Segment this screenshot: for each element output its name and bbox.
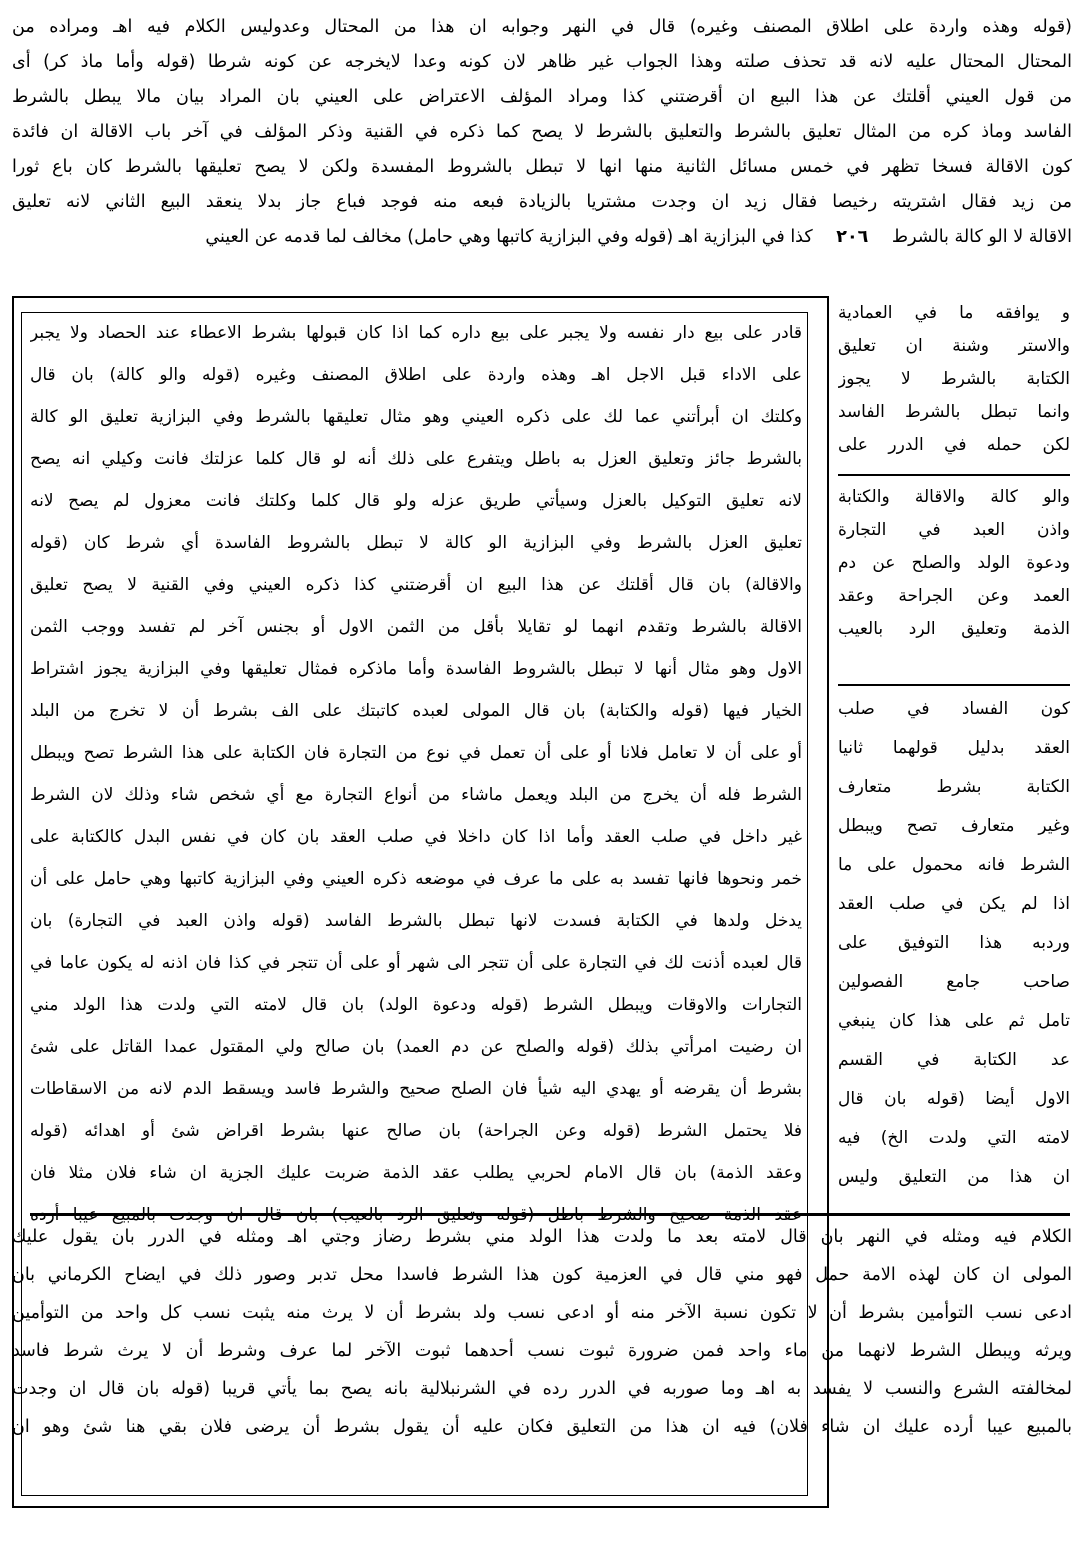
bottom-line-4: ويرثه ويبطل الشرط لانهما من ماء واحد فمن ضرورة ثبوت نسب أحدهما ثبوت الآخر لما عرف وشرط أن لا يرث شرط فاسد bbox=[12, 1341, 1072, 1361]
main-line-17: التجارات والاوقات ويبطل الشرط (قوله ودعوة الولد) بان قال لامته التي ولدت هذا الولد مني bbox=[30, 995, 802, 1015]
side-block3-line-7: وردبه هذا التوفيق على bbox=[838, 933, 1070, 953]
page-number: ٢٠٦ bbox=[836, 227, 869, 247]
side-block2-line-4: العمد وعن الجراحة وعقد bbox=[838, 586, 1070, 606]
side-block3-line-9: تامل ثم على هذا كان ينبغي bbox=[838, 1011, 1070, 1031]
side-block3-line-3: الكتابة بشرط متعارف bbox=[838, 777, 1070, 797]
side-block1-line-1: و يوافقه ما في العمادية bbox=[838, 303, 1070, 323]
side-block3-line-8: صاحب جامع الفصولين bbox=[838, 972, 1070, 992]
bottom-line-3: ادعى نسب التوأمين بشرط أن لا تكون نسبة الآخر منه أو ادعى نسب ولد بشرط أن لا يرث منه يثبت نسب كل واحد من التوأمين bbox=[12, 1303, 1072, 1323]
side-block3-line-6: اذا لم يكن في صلب العقد bbox=[838, 894, 1070, 914]
side-block3-line-13: ان هذا من التعليق وليس bbox=[838, 1167, 1070, 1187]
side-block1-line-5: لكن حمله في الدرر على bbox=[838, 435, 1070, 455]
main-line-13: غير داخل في صلب العقد وأما اذا كان داخلا في صلب العقد بان كان في نفس البدل كالكتابة على bbox=[30, 827, 802, 847]
side-block3-line-2: العقد بدليل قولهما ثانيا bbox=[838, 738, 1070, 758]
main-line-8: الاقالة بالشرط وتقدم انهما لو تقايلا بأقل من الثمن الاول أو بجنس آخر لم تفسد ووجب الثمن bbox=[30, 617, 802, 637]
top-line-5: كون الاقالة فسخا تظهر في خمس مسائل الثانية منها انها لا تبطل بالشروط المفسدة ولكن لا يصح تعليقها بالشرط كان باع ثورا bbox=[12, 157, 1072, 177]
side-divider-2 bbox=[838, 684, 1070, 686]
side-block3-line-1: كون الفساد في صلب bbox=[838, 699, 1070, 719]
side-divider-1 bbox=[838, 474, 1070, 476]
side-block2-line-1: والو كالة والاقالة والكتابة bbox=[838, 487, 1070, 507]
bottom-line-5: لمخالفته الشرع والنسب لا يفسد به اهـ وما صوربه في الدرر رده في الشرنبلالية بانه يصح بما يأتي قريبا (قوله بان قال ان وجدت bbox=[12, 1379, 1072, 1399]
side-block2-line-3: ودعوة الولد والصلح عن دم bbox=[838, 553, 1070, 573]
main-line-21: وعقد الذمة) بان قال الامام لحربي يطلب عقد الذمة ضربت عليك الجزية ان شاء فلان مثلا فان bbox=[30, 1163, 802, 1183]
side-block2-line-2: واذن العبد في التجارة bbox=[838, 520, 1070, 540]
side-block2-line-5: الذمة وتعليق الرد بالعيب bbox=[838, 619, 1070, 639]
top-line-1: (قوله وهذه واردة على اطلاق المصنف وغيره) قال في النهر وجوابه ان هذا من المحتال وعدوليس الكلام فيه اهـ ومراده من bbox=[12, 17, 1072, 37]
main-line-19: بشرط أن يقرضه أو يهدي اليه شيأ فان الصلح صحيح والشرط فاسد ويسقط الدم لانه من الاسقاطات bbox=[30, 1079, 802, 1099]
bottom-line-1: الكلام فيه ومثله في النهر بان قال لامته بعد ما ولدت هذا الولد مني بشرط رضاز وجتي اهـ ومثله في الدرر بان يقول عليك bbox=[12, 1227, 1072, 1247]
top-line-6: من زيد فقال اشتريته رخيصا فقال زيد ان وجدت مشتريا بالزيادة فبعه منه فوجد فباع جاز بدلا ينعقد البيع الثاني لانه تعليق bbox=[12, 192, 1072, 212]
top-line-3: من قول العيني أقلتك عن هذا البيع ان أقرضتني كذا ومراد المؤلف الاعتراض على العيني بان المراد بيان مالا يبطل بالشرط bbox=[12, 87, 1072, 107]
side-block3-line-4: وغير متعارف تصح ويبطل bbox=[838, 816, 1070, 836]
page-header-line bbox=[12, 222, 1072, 253]
bottom-line-2: المولى ان كان لهذه الامة حمل فهو مني قال في العزمية كون هذا الشرط فاسدا محل تدبر وصور ذلك في ايضاح الكرماني بان bbox=[12, 1265, 1072, 1285]
main-line-18: ان رضيت امرأتي بذلك (قوله والصلح عن دم العمد) بان صالح ولي المقتول عمدا القاتل على شئ bbox=[30, 1037, 802, 1057]
main-line-15: يدخل ولدها في الكتابة فسدت لانها تبطل بالشرط الفاسد (قوله واذن العبد في التجارة) بان bbox=[30, 911, 802, 931]
main-line-7: والاقالة) بان قال أقلتك عن هذا البيع ان أقرضتني كذا ذكره العيني وفي القنية لا يصح تعليق bbox=[30, 575, 802, 595]
main-line-9: الاول وهو مثال أنها لا تبطل بالشروط الفاسدة وأما ماذكره فمثال تعليقها وفي البزازية يجوز اشتراط bbox=[30, 659, 802, 679]
main-line-1: قادر على بيع دار نفسه ولا يجبر على بيع داره كما اذا كان قبولها بشرط الاعطاء عند الحصاد ولا يجبر bbox=[30, 323, 802, 343]
top-line-4: الفاسد وماذ كره من المثال تعليق بالشرط والتعليق بالشرط لا يصح كما ذكره في القنية وذكر المؤلف في آخر باب الاقالة ان فائدة bbox=[12, 122, 1072, 142]
side-block3-line-12: لامته التي ولدت الخ) فيه bbox=[838, 1128, 1070, 1148]
bottom-line-6: بالمبيع عيبا أرده عليك ان شاء فلان) فيه ان هذا من التعليق فكان عليه أن يقول بشرط أن يرضى فلان بقي هنا شئ وهو ان bbox=[12, 1417, 1072, 1437]
side-block1-line-3: الكتابة بالشرط لا يجوز bbox=[838, 369, 1070, 389]
main-line-12: الشرط فله أن يخرج من البلد ويعمل ماشاء من أنواع التجارة مع أي شخص شاء وذلك لان الشرط bbox=[30, 785, 802, 805]
side-block1-line-4: وانما تبطل بالشرط الفاسد bbox=[838, 402, 1070, 422]
side-block3-line-5: الشرط فانه محمول على ما bbox=[838, 855, 1070, 875]
main-line-11: أو على أن لا تعامل فلانا أو على أن تعمل في نوع من التجارة فان الكتابة على هذا الشرط تصح ويبطل bbox=[30, 743, 802, 763]
header-text: كذا في البزازية اهـ (قوله وفي البزازية كاتبها وهي حامل) مخالف لما قدمه عن العيني bbox=[205, 227, 813, 247]
side-block1-line-2: والاستر وشنة ان تعليق bbox=[838, 336, 1070, 356]
main-line-2: على الاداء قبل الاجل اهـ وهذه واردة على اطلاق المصنف وغيره (قوله والو كالة) بان قال bbox=[30, 365, 802, 385]
main-line-6: تعليق العزل بالشرط وفي البزازية الو كالة لا تبطل بالشروط الفاسدة أي شرط كان (قوله bbox=[30, 533, 802, 553]
side-block3-line-10: عد الكتابة في القسم bbox=[838, 1050, 1070, 1070]
main-line-5: لانه تعليق التوكيل بالعزل وسيأتي طريق عزله ولو قال كلما وكلتك فانت معزول لم يصح لانه bbox=[30, 491, 802, 511]
header-prefix: الاقالة لا الو كالة بالشرط bbox=[891, 227, 1072, 247]
bottom-separator bbox=[30, 1213, 1070, 1216]
main-line-14: خمر ونحوها فانها تفسد به على ما عرف في موضعه ذكره العيني وفي البزازية كاتبها وهي حامل على أن bbox=[30, 869, 802, 889]
main-line-10: الخيار فيها (قوله والكتابة) بان قال المولى لعبده كاتبتك على الف بشرط أن لا تخرج من البلد bbox=[30, 701, 802, 721]
top-line-2: المحتال المحتال عليه لانه قد تحذف صلته وهذا الجواب غير ظاهر لان كونه وعدا لايخرجه عن كونه شرطا (قوله وأما ماذ كر) أى bbox=[12, 52, 1072, 72]
main-line-4: بالشرط جائز وتعليق العزل به باطل ويتفرع على ذلك أنه لو قال كلما عزلتك فانت وكيلي انه يصح bbox=[30, 449, 802, 469]
main-line-3: وكلتك ان أبرأتني عما لك على ذكره العيني وهو مثال تعليقها بالشرط وفي البزازية تعليق الو كالة bbox=[30, 407, 802, 427]
main-line-20: فلا يحتمل الشرط (قوله وعن الجراحة) بان صالح عنها بشرط اقراض شئ أو اهدائه (قوله bbox=[30, 1121, 802, 1141]
side-block3-line-11: الاول أيضا (قوله بان قال bbox=[838, 1089, 1070, 1109]
main-line-16: قال لعبده أذنت لك في التجارة على أن تتجر الى شهر أو على أن تتجر في كذا فان اذنه له يكون عاما في bbox=[30, 953, 802, 973]
